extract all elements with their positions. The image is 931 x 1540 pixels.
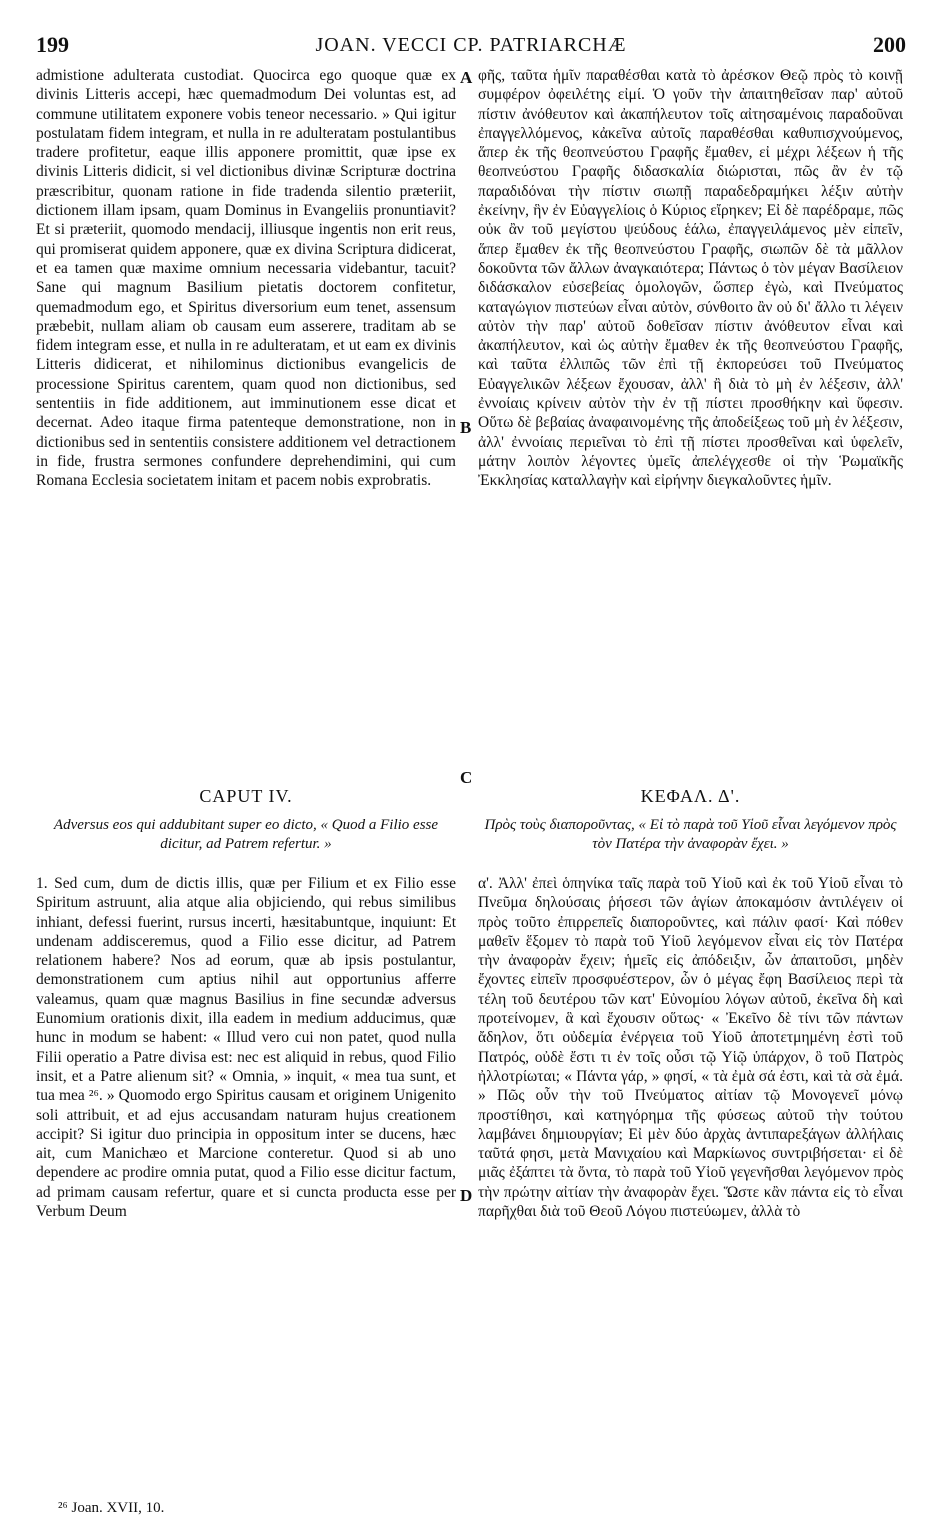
page-number-right: 200	[873, 32, 906, 57]
latin-column-2	[36, 874, 456, 1221]
greek-paragraph-2: α'. Ἀλλ' ἐπεὶ ὁπηνίκα ταῖς παρὰ τοῦ Υἱοῦ καὶ ἐκ τοῦ Υἱοῦ εἶναι τὸ Πνεῦμα δηλούσαις ῥήσεσι τῶν ἁγίων ἀποκαμόσιν ἀντιλέγειν οἱ πρὸς τοῦτο ἐπιρρεπεῖς διαποροῦντες, καὶ πάλιν φασί· Καὶ πόθεν μαθεῖν ἕξομεν τὸ παρὰ τοῦ Υἱοῦ λεγόμενον εἶναι εἰς τὸν Πατέρα τὴν ἀναφορὰν ἔχειν; ἡμεῖς εἰς ἀπόδειξιν, ὧν ἀπαιτοῦσι, μηδὲν ἔχοντες εἰπεῖν προσφυέστερον, ὧν ὁ μέγας ἔφη Βασίλειος περὶ τὰ τέλη τοῦ δευτέρου τῶν κατ' Εὐνομίου λόγων αὐτοῦ, ἐκεῖνα δὴ καὶ προτείνομεν, ἃ καὶ ἔχουσιν οὕτως· « Ἐκεῖνο δὲ τίνι τῶν πάντων ἄδηλον, ὅτι οὐδεμία ἐνέργεια τοῦ Υἱοῦ ἀποτετμημένη ἐστὶ τοῦ Πατρός, οὐδὲ ἔστι τι ἐν τοῖς οὖσι τῷ Υἱῷ ὑπάρχον, ὃ τοῦ Πατρὸς ἠλλοτρίωται; « Πάντα γάρ, » φησί, « τὰ ἐμὰ σά ἐστι, καὶ τὰ σὰ ἐμά. » Πῶς οὖν τὴν τοῦ Πνεύματος αἰτίαν τῷ Μονογενεῖ μόνῳ προστίθησι, καὶ κατηγόρημα τῆς φύσεως αὐτοῦ τὴν τούτου λαμβάνει δημιουργίαν; Εἰ μὲν δύο ἀρχὰς ἀντιπαρεξάγων ἀλλήλαις ταῦτά φησι, μετὰ Μανιχαίου καὶ Μαρκίωνος συντριβήσεται· εἰ δὲ μιᾶς ἐξάπτει τὰ ὄντα, τὸ παρὰ τοῦ Υἱοῦ γεγενῆσθαι λεγόμενον πρὸς τὴν πρώτην αἰτίαν τὴν ἀναφορὰν ἔχει. Ὥστε κἂν πάντα εἰς τὸ εἶναι παρῆχθαι διὰ τοῦ Θεοῦ Λόγου πιστεύωμεν, ἀλλὰ τὸ	[478, 875, 903, 1221]
greek-paragraph-1: φῆς, ταῦτα ἡμῖν παραθέσθαι κατὰ τὸ ἀρέσκον Θεῷ πρὸς τὸ κοινῇ συμφέρον ὀφειλέτης εἰμί. Ὁ γοῦν τὴν ἀπαιτηθεῖσαν παρ' αὐτοῦ πίστιν ἀνόθευτον καὶ ἀκαπήλευτον τοῖς αἰτησαμένοις παραδοῦναι ἐπαγγελλόμενος, κἀκεῖνα αὐτοῖς παραθέσθαι καθυπισχνούμενος, ἅπερ ἐκ τῆς θεοπνεύστου Γραφῆς ἔμαθεν, εἰ μέχρι λέξεων ἡ τῆς θεοπνεύστου Γραφῆς διδασκαλία διώρισται, πῶς ἂν ἐν τῷ παραδιδόναι τὴν πίστιν σιωπῇ παραδεδραμήκει λέξιν αὐτὴν ἐκείνην, ἣν ἐν Εὐαγγελίοις ὁ Κύριος εἴρηκεν; Εἰ δὲ παρέδραμε, πῶς οὐκ ἂν τοῦ μεγίστου ψεύδους ἑάλω, ἐπαγγειλάμενος μὲν εἰπεῖν, ἅπερ ἔμαθεν ἐκ τῆς θεοπνεύστου Γραφῆς, σιωπῶν δὲ τὰ μᾶλλον δοκοῦντα τῶν ἄλλων ἀναγκαιότερα; Πάντως ὁ τὸν μέγαν Βασίλειον διδάσκαλον εὐσεβείας ὁμολογῶν, ὥσπερ ἐγὼ, καὶ Πνεύματος καταγώγιον πιστεύων εἶναι αὐτὸν, σύνθοιτο ἂν οὐ δι' ἄλλο τι λέγειν αὐτὸν τὴν παρ' αὐτοῦ δοθεῖσαν πίστιν ἀνόθευτον εἶναι καὶ ἀκαπήλευτον, καὶ ὡς αὐτὴν ἔμαθεν ἐκ τῆς θεοπνεύστου Γραφῆς, καὶ ταῦτα ἐλλιπῶς τῶν ἐπὶ τῇ ἐκπορεύσει τοῦ Πνεύματος Εὐαγγελικῶν λέξεων ἔχουσαν, ἀλλ' ἢ διὰ τὸ μὴ ἐν λέξεσιν, ἀλλ' ἐννοίαις κρίνειν αὐτὸν τὴν ἐν τῇ πίστει προσθήκην καὶ ὕφεσιν. Οὕτω δὲ βεβαίας ἀναφαινομένης τῆς ἀποδείξεως τοῦ μὴ ἐν λέξεσιν, ἀλλ' ἐννοίαις περιεῖναι τὸ ἐπὶ τῇ πίστει προσθεῖναι καὶ ὑφελεῖν, μάτην λοιπὸν λέγοντες ὑμεῖς ἀπελέγχεσθε οἱ τὴν Ῥωμαϊκῆς Ἐκκλησίας καταλλαγὴν καὶ εἰρήνην διεγκαλοῦντες ἡμῖν.	[478, 67, 903, 490]
section-marker-b: B	[460, 418, 472, 437]
latin-column	[36, 66, 456, 491]
page-header	[36, 32, 906, 62]
latin-paragraph-2: 1. Sed cum, dum de dictis illis, quæ per Filium et ex Filio esse Spiritum astruunt, alia atque alia objiciendo, qui rebus similibus inhiant, defessi fuerint, rursus incerti, hæsitabuntque, inquiunt: Et undenam addisceremus, quod a Filio esse dicitur, ad Patrem relationem habere? Nos ad eorum, quæ ab ipsis postulantur, demonstrationem cum aptius nihil aut opportunius afferre valeamus, quam quæ magnus Basilius in fine secundæ adversus Eunomium orationis dixit, illa eadem in medium adducimus, quæ hunc in modum se habent: « Illud vero cui non patet, quod nulla Filii operatio a Patre divisa est: nec est aliquid in rebus, quod Filio insit, et a Patre alienum sit? « Omnia, » inquit, « mea tua sunt, et tua mea ²⁶. » Quomodo ergo Spiritus causam et originem Unigenito soli attribuit, et ad ejus accusandam naturam hujus creationem accipit? Si igitur duo principia in oppositum inter se ducens, hæc ait, cum Manichæo et Marcione conteretur. Quod si ab uno dependere ac prodire omnia putat, quod a Filio esse dicitur factum, ad primam causam refertur, quare et si cuncta producta esse per Verbum Deum	[36, 875, 456, 1221]
latin-chapter-title: CAPUT IV.	[199, 786, 293, 806]
running-title: JOAN. VECCI CP. PATRIARCHÆ	[315, 34, 627, 56]
greek-chapter-subtitle: Πρὸς τοὺς διαποροῦντας, « Εἰ τὸ παρὰ τοῦ Υἱοῦ εἶναι λεγόμενον πρὸς τὸν Πατέρα τὴν ἀναφορὰν ἔχει. »	[484, 817, 897, 852]
section-marker-d: D	[460, 1186, 473, 1205]
greek-column-2	[478, 874, 903, 1221]
greek-column	[478, 66, 903, 491]
latin-chapter-subtitle: Adversus eos qui addubitant super eo dicto, « Quod a Filio esse dicitur, ad Patrem refertur. »	[53, 817, 439, 852]
footnote: ²⁶ Joan. XVII, 10.	[58, 1500, 165, 1516]
page-number-left: 199	[36, 32, 69, 57]
greek-chapter-title: ΚΕΦΑΛ. Δ'.	[640, 786, 741, 806]
latin-paragraph-1: admistione adulterata custodiat. Quocirca ego quoque quæ ex divinis Litteris accepi, hæc quemadmodum Dei voluntas est, ad commune utilitatem exponere vobis teneor necessario. » Qui igitur postulatam fidem integram, et nulla in re adulteratam postulantibus tradere profitetur, eaque illis apponere promittit, quæ ipse ex divinis Litteris didicit, si vel dictionibus divinæ Scripturæ doctrina præscribitur, quonam ratione in fide tradenda silentio præteriit, dictionem illam ipsam, quam Dominus in Evangeliis pronuntiavit? Et si præteriit, quomodo mendacij, illiusque ingentis non erit reus, qui promiserat quidem apponere, quæ ex divina Scriptura didicerat, et ea tamen quæ maxime omnium necessaria videbantur, tacuit? Sane qui magnum Basilium pietatis doctorem confitetur, quemadmodum ego, et Spiritus diversorium eum tenet, assensum præbebit, nullam aliam ob causam eum asserere, traditam ab se fidem integram esse, et nulla in re adulteratam, et ut eam ex divinis Litteris didicerat, et nihilominus dictionibus evangelicis de processione Spiritus carentem, quam quod non dictionibus, sed sententiis in fide additionem, aut imminutionem esse dicat et decernat. Adeo itaque firma patenteque demonstratione, non in dictionibus sed in sententiis consistere additionem vel detractionem in fide, frustra sermones confundere deprehendimini, qui cum Romana Ecclesia societatem initam et pacem nobis exprobratis.	[36, 67, 456, 490]
section-marker-c: C	[460, 768, 473, 787]
section-marker-a: A	[460, 68, 473, 87]
